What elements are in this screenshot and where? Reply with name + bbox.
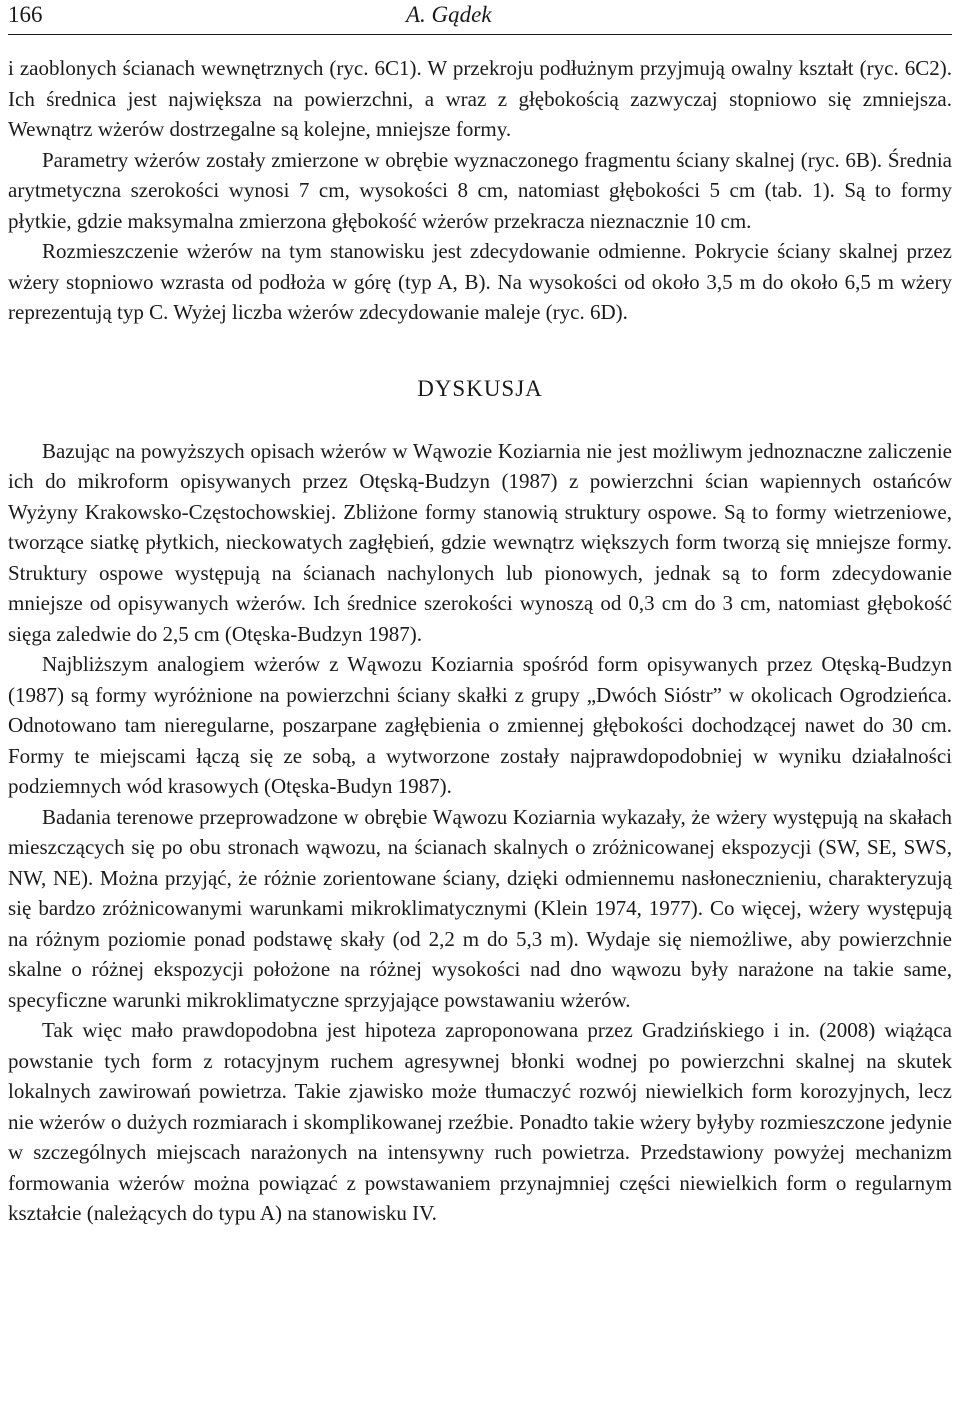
running-head-author: A. Gądek (406, 2, 492, 27)
section-heading: DYSKUSJA (417, 375, 543, 401)
paragraph: Parametry wżerów zostały zmierzone w obrębie wyznaczonego fragmentu ściany skalnej (ryc. 6B). Średnia arytmetyczna szerokości wynosi 7 cm, wysokości 8 cm, natomiast głębokości 5 cm (tab. 1). Są to formy płytkie, gdzie maksymalna zmierzona głębokość wżerów przekracza nieznacznie 10 cm. (8, 147, 952, 233)
intro-text (8, 53, 952, 328)
discussion-text (8, 436, 952, 1229)
document-page (8, 0, 952, 1229)
paragraph: i zaoblonych ścianach wewnętrznych (ryc. 6C1). W przekroju podłużnym przyjmują owalny kształt (ryc. 6C2). Ich średnica jest największa na powierzchni, a wraz z głębokością zazwyczaj stopniowo się zmniejsza. Wewnątrz wżerów dostrzegalne są kolejne, mniejsze formy. (8, 56, 952, 141)
page-header (8, 0, 952, 35)
paragraph: Najbliższym analogiem wżerów z Wąwozu Koziarnia spośród form opisywanych przez Otęską-Budzyn (1987) są formy wyróżnione na powierzchni ściany skałki z grupy „Dwóch Sióstr” w okolicach Ogrodzieńca. Odnotowano tam nieregularne, poszarpane zagłębienia o zmiennej głębokości dochodzącej nawet do 30 cm. Formy te miejscami łączą się ze sobą, a wytworzone zostały najprawdopodobniej w wyniku działalności podziemnych wód krasowych (Otęska-Budyn 1987). (8, 652, 952, 798)
paragraph: Rozmieszczenie wżerów na tym stanowisku jest zdecydowanie odmienne. Pokrycie ściany skalnej przez wżery stopniowo wzrasta od podłoża w górę (typ A, B). Na wysokości od około 3,5 m do około 6,5 m wżery reprezentują typ C. Wyżej liczba wżerów zdecydowanie maleje (ryc. 6D). (8, 239, 952, 324)
page-number: 166 (8, 2, 43, 27)
paragraph: Bazując na powyższych opisach wżerów w Wąwozie Koziarnia nie jest możliwym jednoznaczne zaliczenie ich do mikroform opisywanych przez Otęską-Budzyn (1987) z powierzchni ścian wapiennych ostańców Wyżyny Krakowsko-Częstochowskiej. Zbliżone formy stanowią struktury ospowe. Są to formy wietrzeniowe, tworzące siatkę płytkich, nieckowatych zagłębień, gdzie wewnątrz większych form tworzą się mniejsze formy. Struktury ospowe występują na ścianach nachylonych lub pionowych, jednak są to form zdecydowanie mniejsze od opisywanych wżerów. Ich średnice szerokości wynoszą od 0,3 cm do 3 cm, natomiast głębokość sięga zaledwie do 2,5 cm (Otęska-Budzyn 1987). (8, 438, 952, 646)
paragraph: Badania terenowe przeprowadzone w obrębie Wąwozu Koziarnia wykazały, że wżery występują na skałach mieszczących się po obu stronach wąwozu, na ścianach skalnych o zróżnicowanej ekspozycji (SW, SE, SWS, NW, NE). Można przyjąć, że różnie zorientowane ściany, dzięki odmiennemu nasłonecznieniu, charakteryzują się bardzo zróżnicowanymi warunkami mikroklimatycznymi (Klein 1974, 1977). Co więcej, wżery występują na różnym poziomie ponad podstawę skały (od 2,2 m do 5,3 m). Wydaje się niemożliwe, aby powierzchnie skalne o różnej ekspozycji położone na różnej wysokości nad dno wąwozu były narażone na takie same, specyficzne warunki mikroklimatyczne sprzyjające powstawaniu wżerów. (8, 804, 952, 1012)
paragraph: Tak więc mało prawdopodobna jest hipoteza zaproponowana przez Gradzińskiego i in. (2008) wiążąca powstanie tych form z rotacyjnym ruchem agresywnej błonki wodnej po powierzchni skalnej na skutek lokalnych zawirowań powietrza. Takie zjawisko może tłumaczyć rozwój niewielkich form korozyjnych, lecz nie wżerów o dużych rozmiarach i skomplikowanej rzeźbie. Ponadto takie wżery byłyby rozmieszczone jedynie w szczególnych miejscach narażonych na intensywny ruch powietrza. Przedstawiony powyżej mechanizm formowania wżerów można powiązać z powstawaniem przynajmniej części niewielkich form o regularnym kształcie (należących do typu A) na stanowisku IV. (8, 1018, 952, 1225)
